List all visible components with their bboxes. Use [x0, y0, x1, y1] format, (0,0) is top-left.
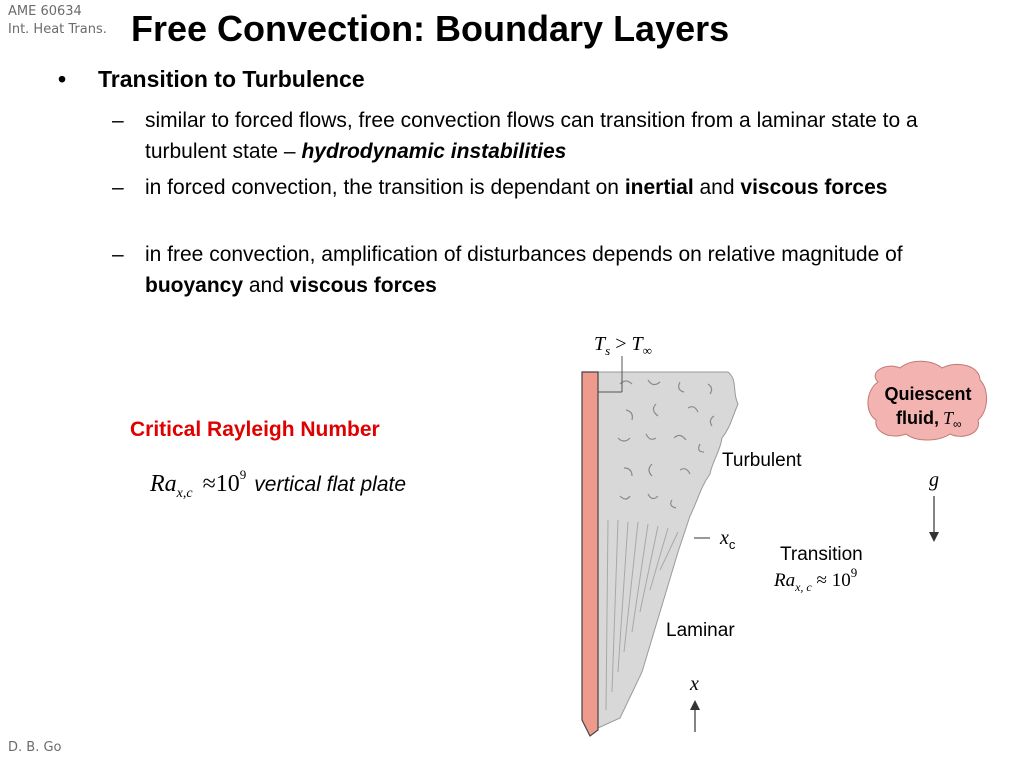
turbulent-label: Turbulent	[722, 450, 802, 471]
text-run: and	[243, 274, 290, 297]
bold-text: viscous forces	[740, 176, 888, 199]
text-run: in free convection, amplification of disturbances depends on relative magnitude of	[145, 243, 903, 266]
formula-ra: Ra	[150, 471, 177, 497]
surface-temperature-label: $T_s > T_\infty$	[594, 333, 652, 358]
dash-marker: –	[112, 109, 124, 132]
course-label	[8, 3, 107, 39]
dash-marker: –	[112, 243, 124, 266]
gravity-arrow-head	[929, 532, 939, 542]
xc-label: $x_c$	[720, 527, 736, 552]
x-axis-label: x	[690, 673, 699, 695]
formula-exponent: 9	[239, 467, 247, 482]
bold-text: viscous forces	[289, 274, 437, 297]
quiescent-line2: fluid, $T_\infty$	[896, 408, 962, 431]
formula-subscript: x,c	[176, 486, 193, 501]
transition-rayleigh: $Ra_{x, c} \approx 10^9$	[774, 565, 858, 594]
sub-bullet-1	[112, 105, 932, 167]
quiescent-line1: Quiescent	[884, 384, 972, 404]
transition-label: Transition	[780, 544, 863, 565]
bullet-symbol: •	[58, 66, 67, 92]
course-number: AME 60634	[8, 4, 82, 19]
heated-plate	[582, 372, 598, 736]
dash-marker: –	[112, 176, 124, 199]
text-run: and	[693, 176, 741, 199]
formula-note: vertical flat plate	[254, 473, 407, 496]
sub-bullet-text	[145, 105, 932, 167]
sub-bullet-text	[145, 172, 932, 203]
text-run: in forced convection, the transition is dependant on	[145, 176, 625, 199]
bold-text: inertial	[624, 176, 694, 199]
formula-approx: ≈	[202, 471, 216, 497]
sub-bullet-text	[145, 239, 932, 301]
bullet-heading: Transition to Turbulence	[98, 66, 365, 92]
rayleigh-formula	[150, 467, 407, 501]
critical-rayleigh-label: Critical Rayleigh Number	[130, 418, 380, 441]
sub-bullet-3	[112, 239, 932, 301]
laminar-label: Laminar	[666, 620, 735, 641]
gravity-label: g	[929, 469, 939, 491]
course-name: Int. Heat Trans.	[8, 22, 107, 37]
bold-text: buoyancy	[145, 274, 244, 297]
text-run: similar to forced flows, free convection flows can transition from a laminar state to a turbulent state –	[145, 109, 918, 163]
boundary-layer-fluid	[598, 372, 738, 728]
bullet-heading-row	[58, 66, 365, 93]
emphasis-text: hydrodynamic instabilities	[301, 140, 567, 163]
sub-bullet-2	[112, 172, 932, 203]
slide-title: Free Convection: Boundary Layers	[131, 8, 730, 49]
boundary-layer-diagram	[560, 320, 1000, 740]
author-footer: D. B. Go	[8, 740, 62, 755]
x-arrow-head	[690, 700, 700, 710]
formula-base: 10	[215, 471, 240, 497]
